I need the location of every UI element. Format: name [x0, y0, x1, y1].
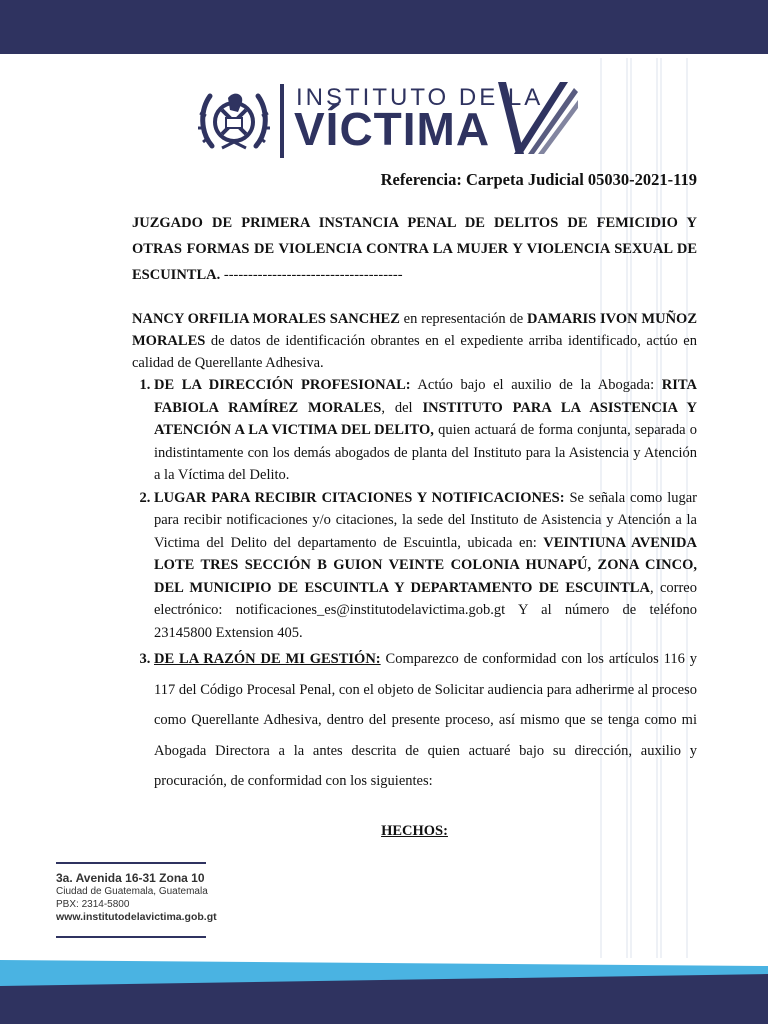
footer-website: www.institutodelavictima.gob.gt: [56, 911, 217, 923]
office-address: VEINTIUNA AVENIDA LOTE TRES SECCIÓN B GUION VEINTE COLONIA HUNAPÚ, ZONA CINCO, DEL MUNICIPIO DE ESCUINTLA Y DEPARTAMENTO DE ESCUINTLA: [154, 534, 697, 596]
item-heading: DE LA RAZÓN DE MI GESTIÓN:: [154, 651, 381, 667]
logo-line1: INSTITUTO DE LA: [296, 84, 544, 111]
logo-divider: [280, 84, 284, 158]
list-item: [154, 487, 697, 645]
item-text: quien actuará de forma conjunta, separada o indistintamente con los demás abogados de planta del Instituto para la Asistencia y Atención a la Víctima del Delito.: [154, 422, 697, 483]
list-item: [154, 374, 697, 487]
lawyer-name: RITA FABIOLA RAMÍREZ MORALES: [154, 377, 697, 416]
court-name: JUZGADO DE PRIMERA INSTANCIA PENAL DE DELITOS DE FEMICIDIO Y OTRAS FORMAS DE VIOLENCIA CONTRA LA MUJER Y VIOLENCIA SEXUAL DE ESCUINTLA.: [132, 215, 697, 283]
footer-band: [0, 956, 768, 1024]
numbered-list: [132, 374, 697, 797]
complainant-name: NANCY ORFILIA MORALES SANCHEZ: [132, 311, 400, 327]
item-text: Se señala como lugar para recibir notificaciones y/o citaciones, la sede del Instituto de Asistencia y Atención a la Victima del Delito del departamento de Escuintla, ubicada en:: [154, 489, 697, 551]
footer-address-block: [56, 862, 217, 938]
item-heading: LUGAR PARA RECIBIR CITACIONES Y NOTIFICACIONES:: [154, 489, 565, 506]
footer-phone: PBX: 2314-5800: [56, 899, 130, 910]
footer-city: Ciudad de Guatemala, Guatemala: [56, 886, 208, 897]
case-reference: Referencia: Carpeta Judicial 05030-2021-119: [380, 170, 697, 189]
intro-text: en representación de: [399, 311, 527, 327]
logo-line2: VÍCTIMA: [294, 103, 491, 155]
item-heading: DE LA DIRECCIÓN PROFESIONAL:: [154, 377, 411, 393]
item-text: Actúo bajo el auxilio de la Abogada:: [410, 377, 662, 393]
item-text: Comparezco de conformidad con los artículos 116 y 117 del Código Procesal Penal, con el objeto de Solicitar audiencia para adherirme al proceso como Querellante Adhesiva, dentro del presente proceso, así mismo que se tenga como mi Abogada Directora a la antes descrita de quien actuaré bajo su dirección, auxilio y procuración, de conformidad con los siguientes:: [154, 651, 697, 789]
header-band: [0, 0, 768, 54]
court-heading: [132, 210, 697, 288]
item-text: , del: [381, 399, 423, 416]
section-heading-hechos: HECHOS:: [381, 822, 448, 839]
document-body: [132, 170, 697, 840]
victim-name: DAMARIS IVON MUÑOZ MORALES: [132, 311, 697, 349]
footer-address: 3a. Avenida 16-31 Zona 10: [56, 871, 205, 885]
institute-name: INSTITUTO PARA LA ASISTENCIA Y ATENCIÓN A LA VICTIMA DEL DELITO,: [154, 399, 697, 438]
list-item: [154, 644, 697, 797]
court-dashes: -------------------------------------: [220, 267, 403, 283]
intro-text: de datos de identificación obrantes en el expediente arriba identificado, actúo en calidad de Querellante Adhesiva.: [132, 333, 697, 371]
v-mark-icon: [494, 80, 578, 158]
item-text: , correo electrónico: notificaciones_es@institutodelavictima.gob.gt Y al número de teléfono 23145800 Extension 405.: [154, 579, 697, 641]
institute-logo: [198, 80, 578, 162]
intro-paragraph: [132, 308, 697, 374]
coat-of-arms-icon: [198, 86, 270, 154]
